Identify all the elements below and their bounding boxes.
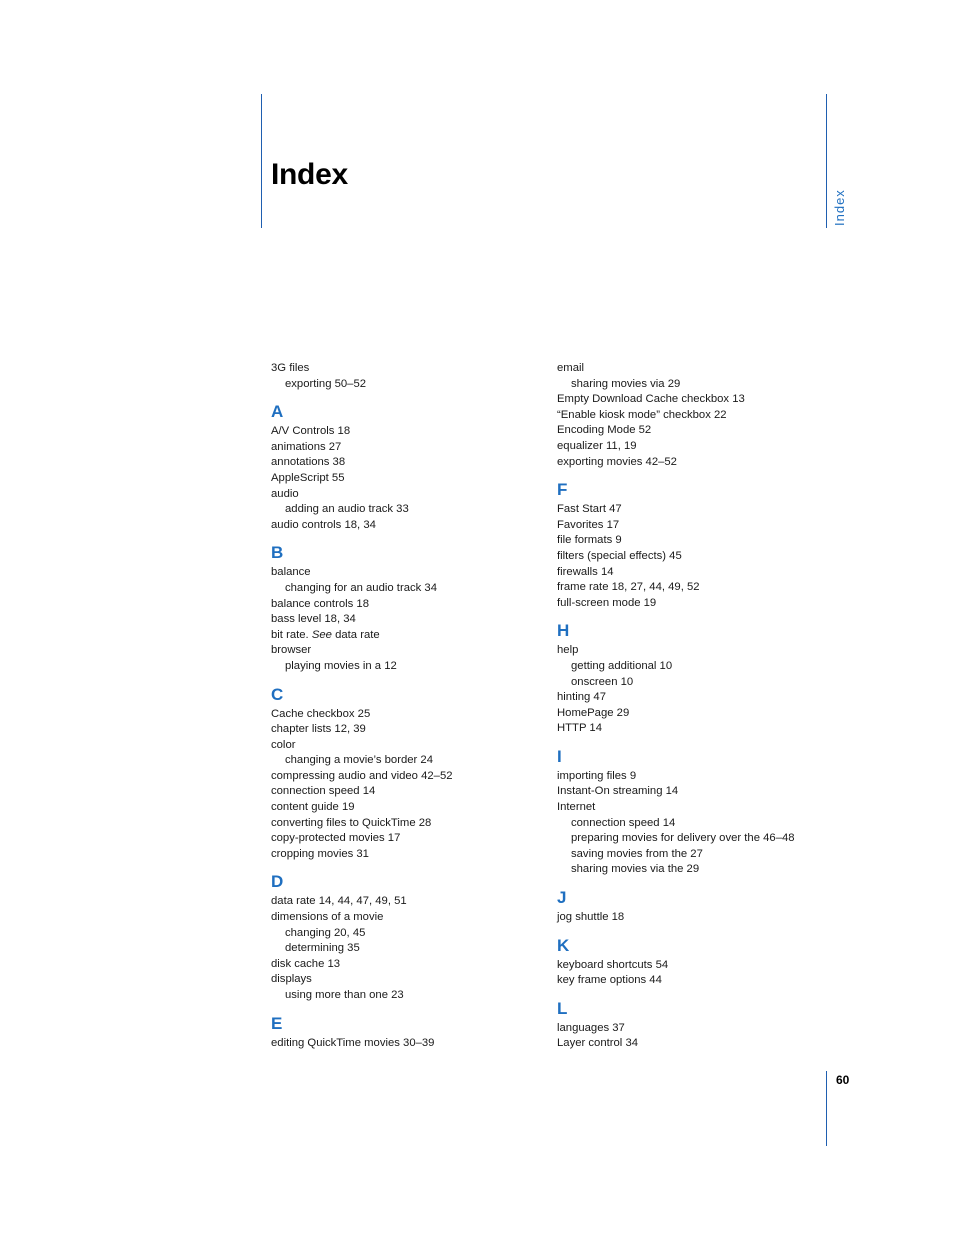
index-subentry: adding an audio track 33 (285, 503, 409, 516)
index-entry: Empty Download Cache checkbox 13 (557, 393, 745, 406)
see-reference: See (311, 628, 332, 641)
index-letter-heading: A (271, 402, 284, 422)
index-subentry: sharing movies via 29 (571, 377, 681, 390)
index-entry: HomePage 29 (557, 706, 630, 719)
index-entry: email (557, 362, 584, 374)
index-entry: editing QuickTime movies 30–39 (271, 1036, 435, 1049)
index-column-right (557, 361, 827, 1052)
index-entry: dimensions of a movie (271, 911, 384, 924)
index-entry: balance (271, 566, 311, 579)
index-entry: Encoding Mode 52 (557, 424, 652, 437)
index-entry: Internet (557, 801, 596, 814)
index-entry: balance controls 18 (271, 597, 369, 610)
index-subentry: playing movies in a 12 (285, 659, 397, 672)
index-entry: jog shuttle 18 (557, 911, 625, 924)
index-entry: equalizer 11, 19 (557, 439, 637, 452)
entry-text: bit rate. (271, 628, 312, 641)
index-letter-heading: H (557, 621, 570, 641)
index-entry: browser (271, 644, 312, 657)
index-entry: compressing audio and video 42–52 (271, 769, 453, 782)
footer-rule-right (826, 1071, 827, 1146)
index-entry: languages 37 (557, 1021, 625, 1034)
index-entry: audio (271, 487, 299, 500)
index-entry: frame rate 18, 27, 44, 49, 52 (557, 581, 700, 594)
index-entry: Cache checkbox 25 (271, 707, 371, 720)
index-entry: copy-protected movies 17 (271, 832, 401, 845)
index-entry: A/V Controls 18 (271, 425, 351, 438)
index-entry: file formats 9 (557, 534, 622, 547)
index-entry: Instant-On streaming 14 (557, 785, 679, 798)
index-entry: help (557, 644, 579, 657)
index-letter-heading: B (271, 543, 284, 563)
index-entry: displays (271, 973, 312, 986)
index-letter-heading: K (557, 935, 570, 955)
index-letter-heading: I (557, 746, 562, 766)
page-title: Index (271, 158, 348, 191)
index-entry: 3G files (271, 362, 310, 374)
index-entry: keyboard shortcuts 54 (557, 958, 669, 971)
header-rule-left (261, 94, 262, 228)
index-entry: firewalls 14 (557, 565, 614, 578)
index-subentry: saving movies from the 27 (571, 847, 703, 860)
index-entry: “Enable kiosk mode” checkbox 22 (557, 408, 727, 421)
index-subentry: preparing movies for delivery over the 46–48 (571, 832, 795, 845)
index-entry: full-screen mode 19 (557, 596, 657, 609)
index-subentry: changing a movie’s border 24 (285, 754, 434, 767)
index-entry: converting files to QuickTime 28 (271, 816, 432, 829)
index-entry: connection speed 14 (271, 785, 376, 798)
index-entry: importing files 9 (557, 769, 637, 782)
index-entry: bass level 18, 34 (271, 613, 356, 626)
side-chapter-label: Index (832, 189, 847, 226)
index-subentry: using more than one 23 (285, 989, 404, 1001)
index-entry: audio controls 18, 34 (271, 518, 376, 531)
index-entry: key frame options 44 (557, 974, 662, 987)
index-subentry: changing for an audio track 34 (285, 581, 437, 594)
index-entry: cropping movies 31 (271, 847, 369, 860)
index-entry: animations 27 (271, 440, 342, 453)
index-entry: filters (special effects) 45 (557, 549, 682, 562)
index-entry: Favorites 17 (557, 518, 620, 531)
index-subentry: sharing movies via the 29 (571, 863, 700, 876)
index-entry: color (271, 738, 296, 751)
index-subentry: determining 35 (285, 942, 360, 955)
index-subentry: connection speed 14 (571, 816, 676, 829)
index-letter-heading: L (557, 998, 568, 1018)
index-letter-heading: C (271, 684, 284, 704)
index-subentry: exporting 50–52 (285, 377, 367, 390)
index-entry: AppleScript 55 (271, 471, 345, 484)
page-number: 60 (836, 1073, 850, 1087)
index-letter-heading: D (271, 872, 284, 892)
index-letter-heading: F (557, 480, 568, 500)
index-entry: exporting movies 42–52 (557, 455, 677, 468)
index-entry: Layer control 34 (557, 1037, 639, 1050)
index-subentry: getting additional 10 (571, 659, 673, 672)
index-subentry: changing 20, 45 (285, 926, 366, 939)
index-entry (271, 628, 541, 644)
index-letter-heading: J (557, 888, 567, 908)
index-entry: data rate 14, 44, 47, 49, 51 (271, 895, 407, 908)
index-column-left (271, 361, 541, 1051)
header-rule-right (826, 94, 827, 228)
index-entry: disk cache 13 (271, 957, 341, 970)
index-entry: annotations 38 (271, 456, 346, 469)
index-subentry: onscreen 10 (571, 675, 634, 688)
index-entry: chapter lists 12, 39 (271, 723, 366, 736)
index-entry: Fast Start 47 (557, 503, 622, 516)
index-letter-heading: E (271, 1013, 283, 1033)
index-entry: hinting 47 (557, 691, 606, 704)
see-target: data rate (331, 628, 380, 641)
index-entry: HTTP 14 (557, 722, 602, 735)
index-entry: content guide 19 (271, 801, 355, 814)
